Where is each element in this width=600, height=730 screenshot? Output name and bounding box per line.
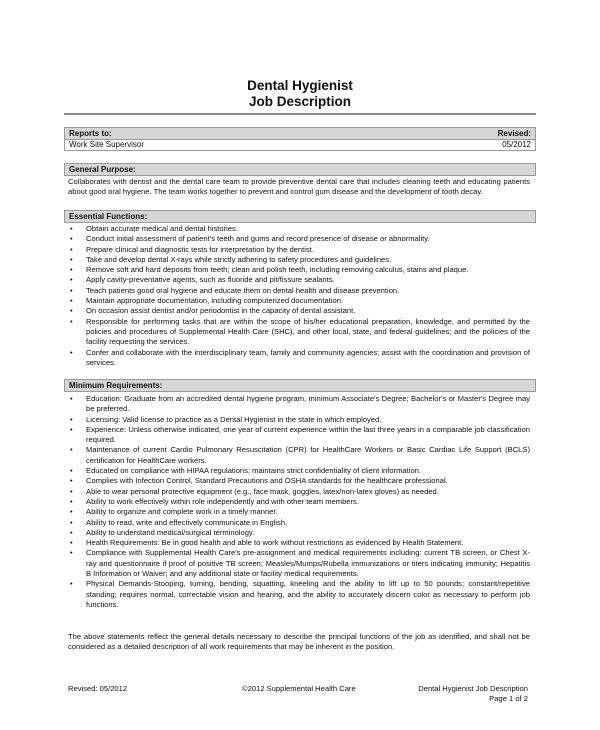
bullet-icon: • [70,538,73,548]
bullet-icon: • [70,414,73,424]
list-item [68,528,530,538]
list-item [68,255,530,265]
list-item-text: Remove soft and hard deposits from teeth; clean and polish teeth, including removing calculus, stains and plaque. [86,265,469,275]
list-item [68,317,530,348]
reports-values-row [64,139,536,151]
closing-statement: The above statements reflect the general details necessary to describe the principal functions of the job as identified, and shall not be considered as a detailed description of all work requirements that may be inherent in the position. [68,632,530,652]
essential-functions-heading: Essential Functions: [69,212,148,221]
list-item-text: Compliance with Supplemental Health Care's pre-assignment and medical requirements including: current TB screen, or Chest X-ray and questionnaire if proof of positive TB screen; Measles/Mumps/Rubella immunizations or titers indicating immunity; Hepatitis B Information or Waiver; and any additional state or facility medical requirements. [86,548,530,579]
bullet-icon: • [70,347,73,357]
title-line-1: Dental Hygienist [247,78,353,93]
essential-functions-header [64,210,536,223]
bullet-icon: • [70,316,73,326]
footer-copyright: ©2012 Supplemental Health Care [242,684,356,693]
list-item [68,245,530,255]
list-item-text: Apply cavity-preventative agents, such as fluoride and pit/fissure sealants. [86,275,335,285]
list-item [68,286,530,296]
list-item [68,507,530,517]
list-item [68,538,530,548]
list-item-text: Take and develop dental X-rays while strictly adhering to safety procedures and guidelines. [86,254,392,264]
minimum-requirements-header [64,379,536,392]
list-item-text: Licensing: Valid license to practice as a Dental Hygienist in the state in which employed. [86,414,382,424]
bullet-icon: • [70,579,73,589]
list-item-text: Maintenance of current Cardio Pulmonary Resuscitation (CPR) for HealthCare Workers or Basic Cardiac Life Support (BCLS) certification for HealthCare workers. [86,445,530,465]
list-item-text: Responsible for performing tasks that are within the scope of his/her educational preparation, knowledge, and permitted by the policies and procedures of Supplemental Health Care (SHC), and other local, state, and federal guidelines; and the policies of the facility requesting the services. [86,316,530,347]
bullet-icon: • [70,254,73,264]
bullet-icon: • [70,296,73,306]
list-item [68,476,530,486]
bullet-icon: • [70,394,73,403]
list-item-text: Prepare clinical and diagnostic tests for interpretation by the dentist. [86,244,314,254]
bullet-icon: • [70,285,73,295]
list-item-text: Maintain appropriate documentation, including computerized documentation. [86,296,344,306]
title-divider [64,113,536,115]
list-item-text: Ability to understand medical/surgical terminology. [86,527,255,537]
bullet-icon: • [70,265,73,275]
list-item [68,234,530,244]
essential-functions-list [68,224,530,368]
list-item-text: Obtain accurate medical and dental histories. [86,224,238,233]
list-item-text: Conduct initial assessment of patient's teeth and gums and record presence of disease or abnormality. [86,234,430,244]
list-item-text: Confer and collaborate with the interdisciplinary team, family and community agencies; assist with the coordination and provision of services. [86,347,530,367]
bullet-icon: • [70,476,73,486]
page-title [0,78,600,110]
bullet-icon: • [70,306,73,316]
list-item [68,306,530,316]
bullet-icon: • [70,496,73,506]
title-line-2: Job Description [248,94,351,109]
reports-to-value: Work Site Supervisor [69,140,144,149]
revised-label: Revised: [497,129,531,138]
list-item [68,579,530,610]
bullet-icon: • [70,244,73,254]
bullet-icon: • [70,548,73,558]
list-item-text: Ability to read, write and effectively communicate in English. [86,517,288,527]
list-item-text: Education: Graduate from an accredited dental hygiene program, minimum Associate's Degree; Bachelor's or Master's Degree may be preferred. [86,394,530,414]
footer-revised: Revised: 05/2012 [68,684,128,693]
bullet-icon: • [70,445,73,455]
list-item [68,394,530,415]
bullet-icon: • [70,466,73,476]
list-item-text: On occasion assist dentist and/or periodontist in the capacity of dental assistant. [86,306,356,316]
bullet-icon: • [70,527,73,537]
list-item [68,497,530,507]
list-item [68,296,530,306]
list-item [68,425,530,446]
list-item [68,348,530,369]
list-item [68,466,530,476]
list-item-text: Ability to organize and complete work in a timely manner. [86,507,278,517]
list-item-text: Experience: Unless otherwise indicated, one year of current experience within the last three years in a comparable job classification required. [86,424,530,445]
footer-doc-info [418,684,528,704]
list-item [68,265,530,275]
reports-to-label: Reports to: [69,129,112,138]
list-item-text: Complies with Infection Control, Standard Precautions and OSHA standards for the healthcare professional. [86,476,448,486]
list-item [68,275,530,285]
list-item [68,415,530,425]
general-purpose-text: Collaborates with dentist and the dental care team to provide preventive dental care that includes cleaning teeth and educating patients about good oral hygiene. The team works together to prevent and control gum disease and the development of tooth decay. [68,177,530,197]
list-item [68,445,530,466]
general-purpose-header [64,163,536,176]
bullet-icon: • [70,424,73,434]
list-item [68,224,530,234]
footer-page-number: Page 1 of 2 [489,694,528,703]
minimum-requirements-heading: Minimum Requirements: [69,381,163,390]
bullet-icon: • [70,517,73,527]
list-item-text: Ability to work effectively within role independently and with other team members. [86,496,359,506]
bullet-icon: • [70,234,73,244]
list-item [68,518,530,528]
list-item-text: Able to wear personal protective equipment (e.g., face mask, goggles, latex/non-latex gloves) as needed. [86,486,439,496]
bullet-icon: • [70,507,73,517]
list-item-text: Physical Demands-Stooping, turning, bending, squatting, kneeling and the ability to lift up to 50 pounds; constant/repetitive standing; requires normal, correctable vision and hearing, and the ability to accurately discern color as necessary to perform job functions. [86,579,530,609]
minimum-requirements-list [68,394,530,610]
list-item [68,487,530,497]
list-item-text: Teach patients good oral hygiene and educate them on dental health and disease prevention. [86,285,400,295]
list-item-text: Educated on compliance with HIPAA regulations; maintains strict confidentiality of client information. [86,466,421,476]
list-item-text: Health Requirements: Be in good health and able to work without restrictions as evidenced by Health Statement. [86,538,464,548]
general-purpose-heading: General Purpose: [69,165,136,174]
revised-value: 05/2012 [502,140,531,149]
list-item [68,548,530,579]
bullet-icon: • [70,224,73,233]
footer-doc-title: Dental Hygienist Job Description [418,684,528,693]
bullet-icon: • [70,486,73,496]
bullet-icon: • [70,275,73,285]
